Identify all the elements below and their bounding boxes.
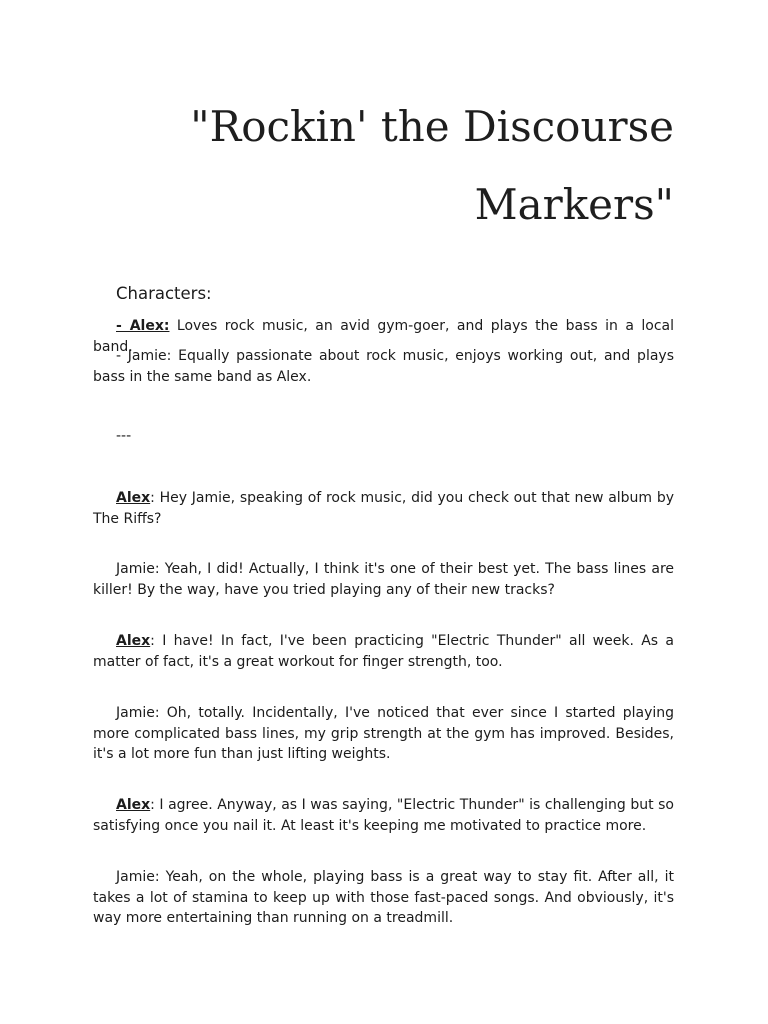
separator: --- xyxy=(116,428,132,444)
dialogue-line-alex-3 xyxy=(93,795,674,836)
dialogue-text: : I agree. Anyway, as I was saying, "Electric Thunder" is challenging but so satisfying once you nail it. At least it's keeping me motivated to practice more. xyxy=(93,797,674,834)
dialogue-text: : I have! In fact, I've been practicing "Electric Thunder" all week. As a matter of fact, it's a great workout for finger strength, too. xyxy=(93,633,674,670)
speaker-alex: Alex xyxy=(116,633,151,649)
character-jamie: - Jamie: Equally passionate about rock music, enjoys working out, and plays bass in the same band as Alex. xyxy=(93,348,674,385)
dialogue-line-alex-2 xyxy=(93,631,674,672)
speaker-alex: Alex xyxy=(116,490,151,506)
character-alex-name: - Alex: xyxy=(116,318,170,334)
character-alex-description: Loves rock music, an avid gym-goer, and plays the bass in a local band. xyxy=(93,318,674,355)
dialogue-text: : Hey Jamie, speaking of rock music, did you check out that new album by The Riffs? xyxy=(93,490,674,527)
dialogue-line-jamie-1: Jamie: Yeah, I did! Actually, I think it's one of their best yet. The bass lines are killer! By the way, have you tried playing any of their new tracks? xyxy=(93,561,674,598)
speaker-alex: Alex xyxy=(116,797,151,813)
characters-heading: Characters: xyxy=(116,284,212,303)
dialogue-line-jamie-3: Jamie: Yeah, on the whole, playing bass is a great way to stay fit. After all, it takes a lot of stamina to keep up with those fast-paced songs. And obviously, it's way more entertaining than running on a treadmill. xyxy=(93,869,674,926)
document-title: "Rockin' the Discourse Markers" xyxy=(190,102,674,229)
dialogue-line-jamie-2: Jamie: Oh, totally. Incidentally, I've noticed that ever since I started playing more complicated bass lines, my grip strength at the gym has improved. Besides, it's a lot more fun than just lifting weights. xyxy=(93,705,674,762)
dialogue-line-alex-1 xyxy=(93,488,674,529)
